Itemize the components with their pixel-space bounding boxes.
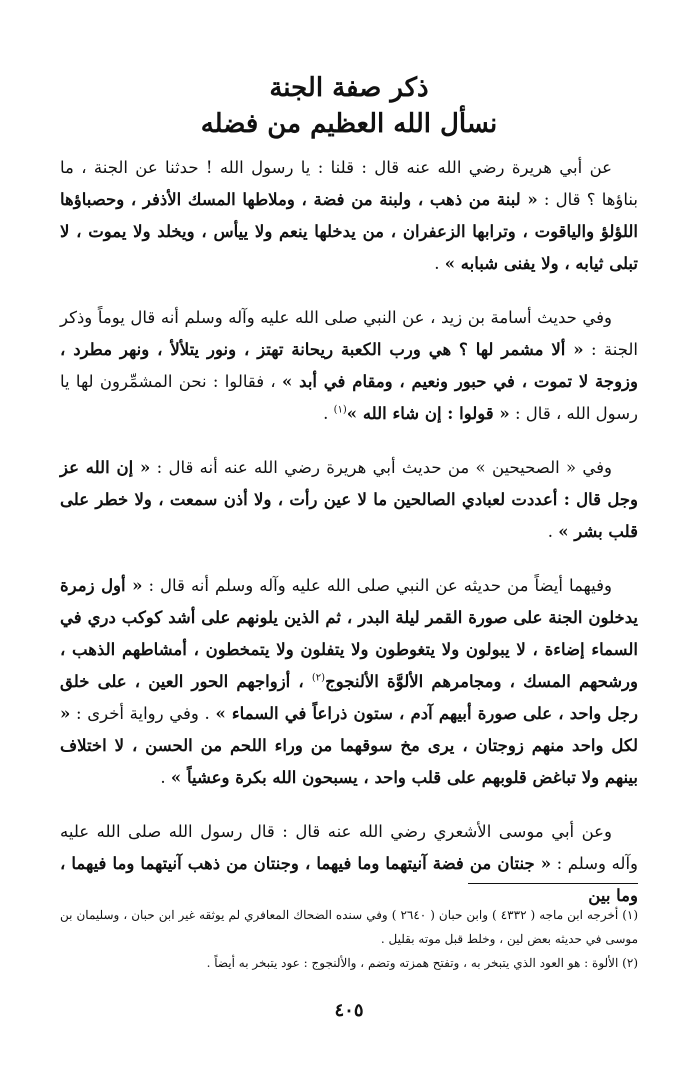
paragraph-text: وفي حديث أسامة بن زيد ، عن النبي صلى الله عليه وآله وسلم أنه قال يوماً وذكر الجنة : [60, 308, 638, 359]
paragraph-text: وفي « الصحيحين » من حديث أبي هريرة رضي الله عنه أنه قال : [150, 458, 612, 477]
text-body [60, 152, 638, 912]
page-subtitle: نسأل الله العظيم من فضله [200, 109, 498, 139]
page-title: ذكر صفة الجنة [269, 73, 429, 103]
paragraph-1 [60, 152, 638, 280]
paragraph-text: وعن أبي موسى الأشعري رضي الله عنه قال : قال رسول الله صلى الله عليه وآله وسلم : [60, 822, 638, 873]
hadith-quote: « إن الله عز وجل قال : أعددت لعبادي الصالحين ما لا عين رأت ، ولا أذن سمعت ، ولا خطر على قلب بشر » [60, 458, 638, 541]
footnote-2: (٢) الألوة : هو العود الذي يتبخر به ، وتفتح همزته وتضم ، والألنجوج : عود يتبخر به أيضاً . [206, 956, 638, 970]
hadith-quote: « ألا مشمر لها ؟ هي ورب الكعبة ريحانة تهتز ، ونور يتلألأ ، ونهر مطرد ، وزوجة لا تموت ، في حبور ونعيم ، ومقام في أبد » [60, 340, 638, 391]
hadith-quote: ، أزواجهم الحور العين ، على خلق رجل واحد ، على صورة أبيهم آدم ، ستون ذراعاً في السماء » [60, 672, 638, 723]
hadith-quote: « جنتان من فضة آنيتهما وما فيهما ، وجنتان من ذهب آنيتهما وما فيهما ، وما بين [60, 854, 638, 905]
footnote-ref-1: (١) [333, 404, 347, 416]
paragraph-2 [60, 302, 638, 430]
footnote-divider [468, 883, 638, 884]
page-number: ٤٠٥ [334, 1000, 364, 1021]
paragraph-text: . [547, 522, 559, 541]
hadith-quote: « لكل واحد منهم زوجتان ، يرى مخ سوقهما من وراء اللحم من الحسن ، لا اختلاف بينهم ولا تباغض قلوبهم على قلب واحد ، يسبحون الله بكرة وعشياً » [60, 704, 638, 787]
paragraph-4 [60, 570, 638, 794]
hadith-quote: « أول زمرة يدخلون الجنة على صورة القمر ليلة البدر ، ثم الذين يلونهم على أشد كوكب دري في السماء إضاءة ، لا يبولون ولا يتغوطون ولا يتفلون ولا يتمخطون ، أمشاطهم الذهب ، ورشحهم المسك ، ومجامرهم الألوَّة الألنجوج [60, 576, 638, 691]
footnotes [60, 903, 638, 975]
paragraph-text: ، فقالوا : نحن المشمِّرون لها يا رسول الله ، قال : [60, 372, 638, 423]
paragraph-text: عن أبي هريرة رضي الله عنه قال : قلنا : يا رسول الله ! حدثنا عن الجنة ، ما بناؤها ؟ قال : [60, 158, 638, 209]
paragraph-text: . [434, 254, 445, 273]
footnote-ref-2: (٢) [311, 672, 326, 684]
hadith-quote: « قولوا : إن شاء الله » [346, 404, 510, 423]
paragraph-text: . [323, 404, 334, 423]
paragraph-5 [60, 816, 638, 912]
paragraph-text: . وفي رواية أخرى : [70, 704, 216, 723]
footnote-1: (١) أخرجه ابن ماجه ( ٤٣٣٢ ) وابن حبان ( ٢٦٤٠ ) وفي سنده الضحاك المعافري لم يوثقه غير ابن حبان ، وسليمان بن موسى في حديثه بعض لين ، وخلط قبل موته بقليل . [60, 908, 639, 946]
paragraph-text: وفيهما أيضاً من حديثه عن النبي صلى الله عليه وآله وسلم أنه قال : [142, 576, 612, 595]
paragraph-3 [60, 452, 638, 548]
hadith-quote: « لبنة من ذهب ، ولبنة من فضة ، وملاطها المسك الأذفر ، وحصباؤها اللؤلؤ والياقوت ، وترابها الزعفران ، من يدخلها ينعم ولا ييأس ، ويخلد ولا يموت ، لا تبلى ثيابه ، ولا يفنى شبابه » [60, 190, 638, 273]
paragraph-text: . [160, 768, 171, 787]
